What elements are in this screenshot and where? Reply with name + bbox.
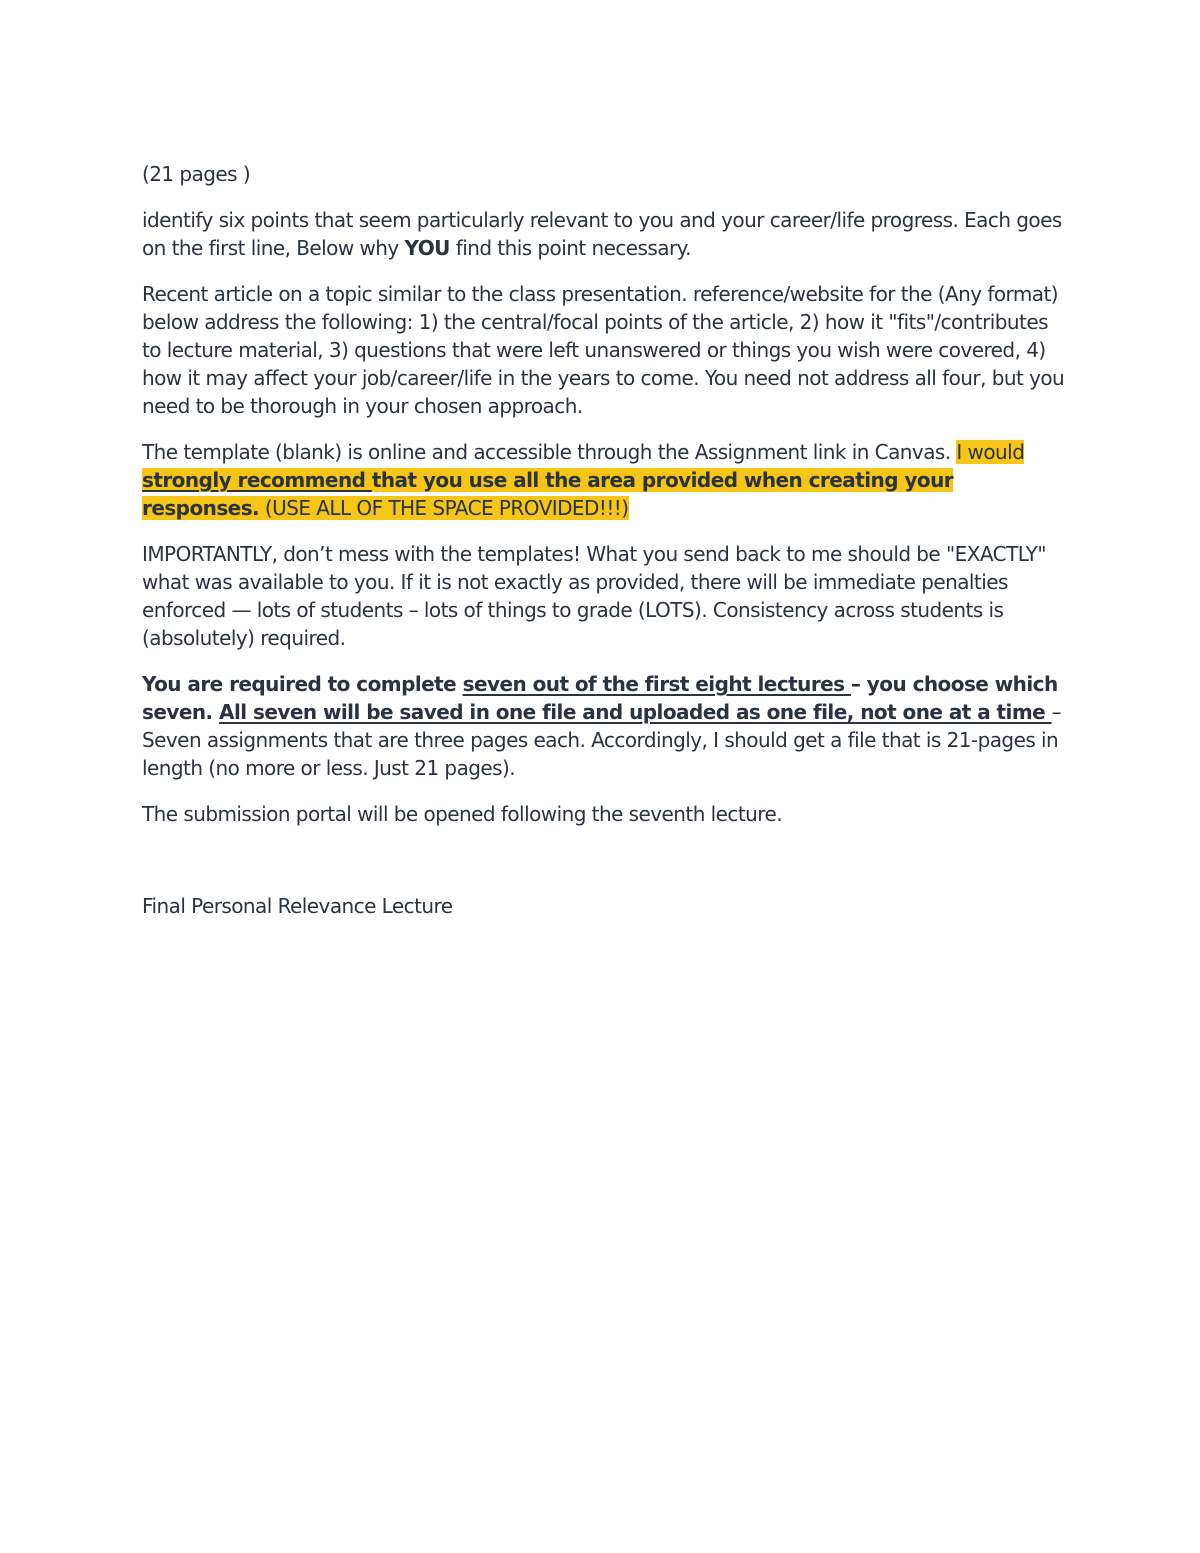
paragraph-identify-points [142, 206, 1072, 262]
paragraph-template [142, 438, 1072, 522]
paragraph-text: – Seven assignments that are three pages each. Accordingly, I should get a file that is 21-pages in length (no more or less. Just 21 pages). [142, 700, 1062, 780]
emphasis-text: – you choose which seven. [142, 672, 1058, 724]
paragraph-requirements [142, 670, 1072, 782]
footer-title: Final Personal Relevance Lecture [142, 894, 453, 918]
paragraph-text: identify six points that seem particularly relevant to you and your career/life progress. Each goes on the first line, Below why [142, 208, 1062, 260]
paragraph-text: find this point necessary. [449, 236, 691, 260]
highlighted-emphasis: that you use all the area provided when creating your responses. [142, 468, 954, 520]
emphasis-text: You are required to complete [142, 672, 463, 696]
emphasis-you: YOU [404, 236, 450, 260]
paragraph-text: The template (blank) is online and accessible through the Assignment link in Canvas. [142, 440, 957, 464]
highlighted-text: I would [956, 440, 1025, 464]
paragraph-submission-portal: The submission portal will be opened following the seventh lecture. [142, 802, 783, 826]
highlighted-text: (USE ALL OF THE SPACE PROVIDED!!!) [259, 496, 629, 520]
emphasis-underlined: All seven will be saved in one file and uploaded as one file, not one at a time [219, 700, 1052, 724]
paragraph-recent-article: Recent article on a topic similar to the class presentation. reference/website for the (Any format) below address the following: 1) the central/focal points of the article, 2) how it "fits"/contributes to lecture material, 3) questions that were left unanswered or things you wish were covered, 4) how it may affect your job/career/life in the years to come. You need not address all four, but you need to be thorough in your chosen approach. [142, 282, 1065, 418]
paragraph-importantly: IMPORTANTLY, don’t mess with the templates! What you send back to me should be "EXACTLY" what was available to you. If it is not exactly as provided, there will be immediate penalties enforced — lots of students – lots of things to grade (LOTS). Consistency across students is (absolutely) required. [142, 542, 1046, 650]
pages-note: (21 pages ) [142, 162, 251, 186]
document-body [142, 160, 1072, 938]
blank-line-spacer [142, 846, 1072, 892]
emphasis-underlined: seven out of the first eight lectures [462, 672, 851, 696]
highlighted-emphasis-strongly-recommend: strongly recommend [142, 468, 372, 492]
